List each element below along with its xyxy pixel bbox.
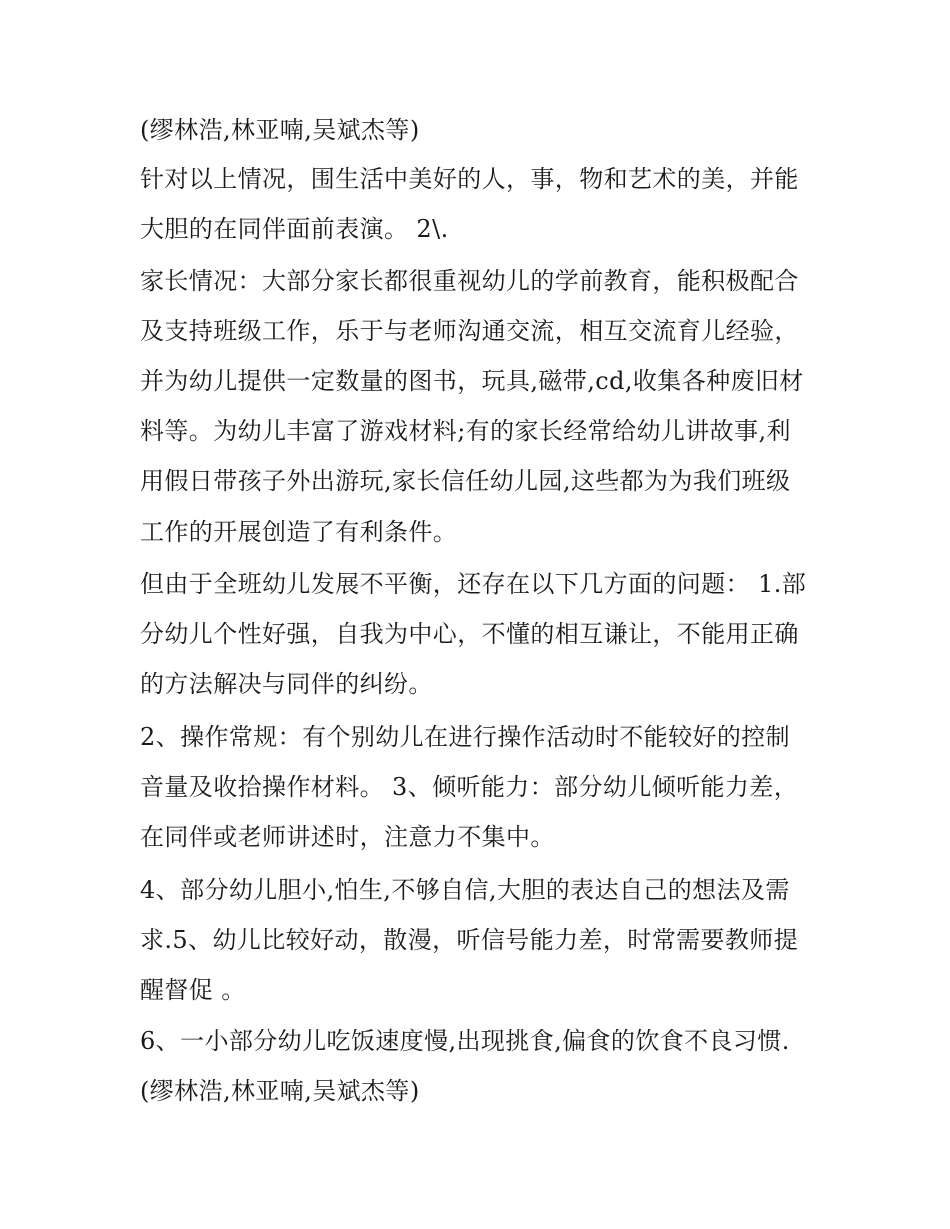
- text-line: 4、部分幼儿胆小,怕生,不够自信,大胆的表达自己的想法及需: [140, 876, 790, 904]
- text-line: 家长情况：大部分家长都很重视幼儿的学前教育，能积极配合: [140, 267, 799, 295]
- text-line: (缪林浩,林亚喃,吴斌杰等): [140, 1077, 420, 1105]
- text-line: 的方法解决与同伴的纠纷。: [140, 670, 433, 698]
- text-line: 但由于全班幼儿发展不平衡，还存在以下几方面的问题： 1.部: [140, 570, 807, 598]
- text-line: 分幼儿个性好强，自我为中心，不懂的相互谦让，不能用正确: [140, 620, 799, 648]
- text-line: 工作的开展创造了有利条件。: [140, 518, 458, 546]
- text-line: 用假日带孩子外出游玩,家长信任幼儿园,这些都为为我们班级: [140, 467, 791, 495]
- text-line: 2、操作常规：有个别幼儿在进行操作活动时不能较好的控制: [140, 723, 791, 751]
- text-line: 大胆的在同伴面前表演。 2\.: [140, 215, 449, 243]
- text-line: 针对以上情况，围生活中美好的人，事，物和艺术的美，并能: [140, 165, 799, 193]
- text-line: 音量及收拾操作材料。 3、倾听能力：部分幼儿倾听能力差，: [140, 773, 799, 801]
- text-line: 并为幼儿提供一定数量的图书，玩具,磁带,cd,收集各种废旧材: [140, 367, 804, 395]
- text-line: 及支持班级工作，乐于与老师沟通交流，相互交流育儿经验，: [140, 317, 799, 345]
- text-line: 求.5、幼儿比较好动，散漫，听信号能力差，时常需要教师提: [140, 926, 799, 954]
- text-line: 醒督促 。: [140, 976, 246, 1004]
- text-line: 6、一小部分幼儿吃饭速度慢,出现挑食,偏食的饮食不良习惯.: [140, 1027, 790, 1055]
- text-line: 在同伴或老师讲述时，注意力不集中。: [140, 823, 555, 851]
- text-line: 料等。为幼儿丰富了游戏材料;有的家长经常给幼儿讲故事,利: [140, 417, 791, 445]
- text-line: (缪林浩,林亚喃,吴斌杰等): [140, 116, 420, 144]
